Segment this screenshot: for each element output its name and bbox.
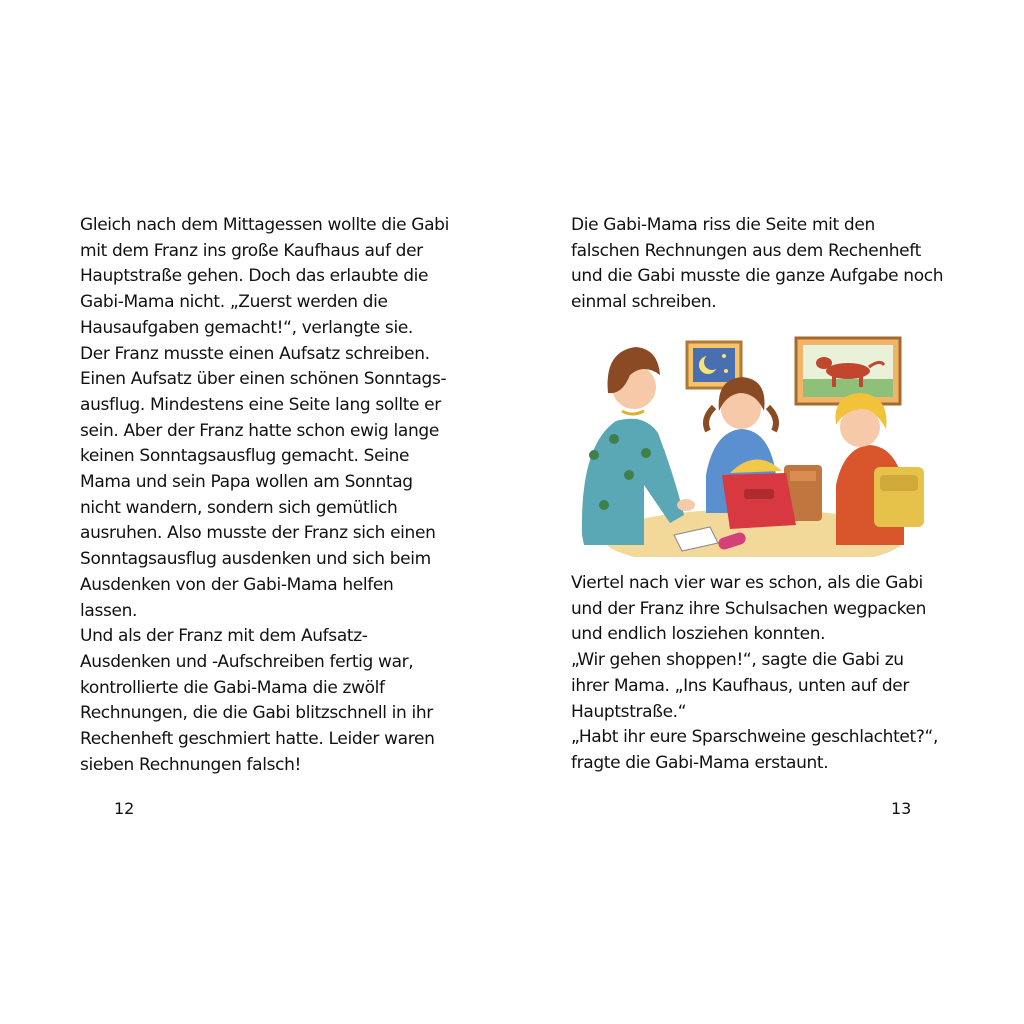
text-line: Sonntagsausflug ausdenken und sich beim [80, 549, 431, 570]
text-line: Ausdenken und -Aufschreiben fertig war, [80, 651, 414, 672]
boy-figure [836, 393, 925, 545]
right-page-text-top [571, 213, 943, 316]
illustration [574, 335, 934, 557]
text-line: sein. Aber der Franz hatte schon ewig lange [80, 420, 439, 441]
text-line: fragte die Gabi-Mama erstaunt. [571, 752, 829, 773]
text-line: Hauptstraße.“ [571, 701, 687, 722]
text-line: Mama und sein Papa wollen am Sonntag [80, 472, 413, 493]
text-line: „Wir gehen shoppen!“, sagte die Gabi zu [571, 650, 904, 671]
text-line: und endlich losziehen konnten. [571, 624, 826, 645]
text-line: ausruhen. Also musste der Franz sich einen [80, 523, 436, 544]
mother-figure [582, 347, 695, 545]
text-line: Gleich nach dem Mittagessen wollte die Gabi [80, 215, 449, 235]
left-page-text [80, 213, 449, 778]
text-line: und der Franz ihre Schulsachen wegpacken [571, 598, 927, 619]
text-line: Die Gabi-Mama riss die Seite mit den [571, 215, 875, 235]
text-line: Rechnungen, die die Gabi blitzschnell in ihr [80, 703, 433, 724]
text-line: Ausdenken von der Gabi-Mama helfen [80, 574, 394, 595]
text-line: Einen Aufsatz über einen schönen Sonntags- [80, 369, 447, 390]
text-line: kontrollierte die Gabi-Mama die zwölf [80, 677, 385, 698]
text-line: sieben Rechnungen falsch! [80, 754, 302, 775]
text-line: Hausaufgaben gemacht!“, verlangte sie. [80, 317, 413, 338]
text-line: ausflug. Mindestens eine Seite lang sollte er [80, 394, 441, 415]
text-line: falschen Rechnungen aus dem Rechenheft [571, 240, 921, 261]
text-line: Gabi-Mama nicht. „Zuerst werden die [80, 292, 388, 313]
text-line: ihrer Mama. „Ins Kaufhaus, unten auf der [571, 675, 910, 696]
text-line: nicht wandern, sondern sich gemütlich [80, 497, 398, 518]
text-line: Viertel nach vier war es schon, als die Gabi [571, 573, 923, 593]
wall-picture-dog [796, 338, 900, 404]
text-line: mit dem Franz ins große Kaufhaus auf der [80, 240, 423, 261]
text-line: einmal schreiben. [571, 292, 717, 313]
text-line: „Habt ihr eure Sparschweine geschlachtet?“, [571, 727, 939, 748]
text-line: lassen. [80, 600, 138, 621]
text-line: und die Gabi musste die ganze Aufgabe noch [571, 266, 944, 287]
right-page-text-bottom [571, 571, 938, 777]
text-line: Hauptstraße gehen. Doch das erlaubte die [80, 266, 429, 287]
text-line: Rechenheft geschmiert hatte. Leider waren [80, 729, 435, 750]
page-number-right: 13 [891, 799, 912, 818]
text-line: Der Franz musste einen Aufsatz schreiben. [80, 343, 430, 364]
text-line: keinen Sonntagsausflug gemacht. Seine [80, 446, 410, 467]
page-number-left: 12 [114, 799, 135, 818]
text-line: Und als der Franz mit dem Aufsatz- [80, 626, 368, 647]
